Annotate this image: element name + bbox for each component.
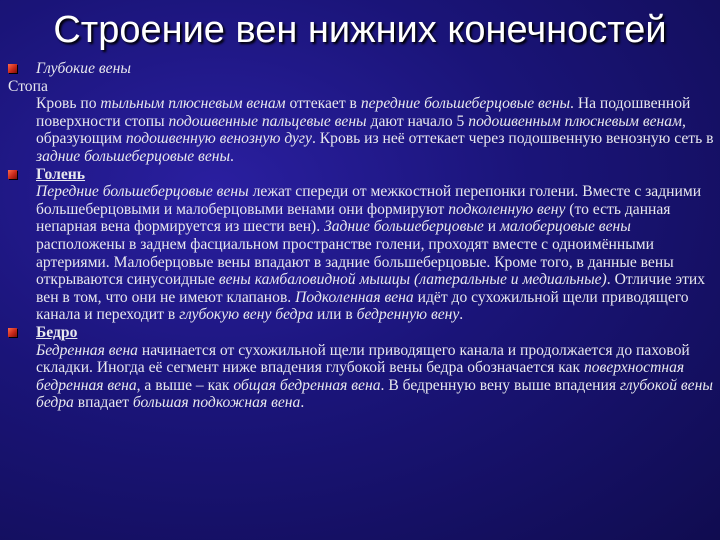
italic-term: подошвенную венозную дугу <box>125 130 312 148</box>
text-run: . Кровь из неё оттекает через подошвенную венозную сеть в <box>311 130 714 148</box>
italic-term: подошвенным плюсневым венам <box>468 112 683 130</box>
text-run: . <box>230 147 234 165</box>
text-run: Кровь по <box>36 95 101 113</box>
foot-paragraph <box>8 95 714 165</box>
foot-heading: Стопа <box>8 77 48 95</box>
bullet-thigh <box>8 324 714 342</box>
italic-term: подошвенные пальцевые вены <box>168 112 367 130</box>
italic-term: Задние большеберцовые <box>324 218 484 236</box>
text-run: . <box>459 306 464 324</box>
text-run: идёт до сухожильной щели приводящего канала и переходит в <box>36 288 689 324</box>
italic-term: передние большеберцовые вены <box>360 95 571 113</box>
text-run: лежат спереди от межкостной перепонки голени. Вместе с задними большеберцовыми и малоберцовыми венами они формируют <box>36 183 702 218</box>
bullet-square-icon <box>8 64 17 73</box>
thigh-heading: Бедро <box>36 323 78 341</box>
text-run: . В бедренную вену выше впадения <box>380 376 620 394</box>
italic-term: малоберцовые вены <box>499 218 631 236</box>
italic-term: вены камбаловидной мышцы (латеральные и медиальные) <box>218 271 607 289</box>
text-run: начинается от сухожильной щели приводящего канала и продолжается до паховой складки. Иногда её сегмент ниже впадения глубокой вены бедра обозначается как <box>36 341 690 377</box>
italic-term: бедренную вену <box>356 306 460 324</box>
text-run: расположены в заднем фасциальном пространстве голени, проходят вместе с одноимёнными артериями. Малоберцовые вены впадают в задние большеберцовые. Кроме того, в данные вены открываются синусоидные <box>36 235 674 289</box>
text-run: . <box>300 394 305 412</box>
text-run: (то есть данная непарная вена формируется из шести вен). <box>36 200 671 236</box>
text-run: , а выше – как <box>136 376 234 394</box>
italic-term: глубокой вены бедра <box>36 376 713 412</box>
bullet-square-icon <box>8 170 17 179</box>
italic-term: Передние большеберцовые вены <box>36 183 249 201</box>
slide-content <box>8 60 714 412</box>
slide-title: Строение вен нижних конечностей <box>53 9 667 51</box>
italic-term: подколенную вену <box>448 200 566 218</box>
bullet-shin <box>8 166 714 184</box>
text-run: или в <box>313 306 357 324</box>
italic-term: поверхностная бедренная вена <box>36 359 685 394</box>
text-run: . На подошвенной поверхности стопы <box>36 95 691 130</box>
shin-paragraph <box>8 183 714 324</box>
italic-term: Подколенная вена <box>295 288 414 306</box>
italic-term: большая подкожная вена <box>132 394 301 412</box>
shin-heading: Голень <box>36 165 86 183</box>
text-run: . Отличие этих вен в том, что они не имеют клапанов. <box>36 271 706 306</box>
text-run: и <box>483 218 500 236</box>
text-run: впадает <box>73 394 133 412</box>
bullet-deep-veins <box>8 60 714 78</box>
italic-term: задние большеберцовые вены <box>36 147 231 165</box>
italic-term: Бедренная вена <box>36 341 138 359</box>
thigh-paragraph <box>8 342 714 412</box>
text-run: оттекает в <box>285 95 361 113</box>
bullet-square-icon <box>8 328 17 337</box>
text-run: дают начало 5 <box>366 112 469 130</box>
italic-term: тыльным плюсневым венам <box>100 95 286 113</box>
italic-term: общая бедренная вена <box>233 376 381 394</box>
text-run: , образующим <box>36 112 686 148</box>
section-heading-deep-veins: Глубокие вены <box>36 60 131 77</box>
italic-term: глубокую вену бедра <box>179 306 314 324</box>
